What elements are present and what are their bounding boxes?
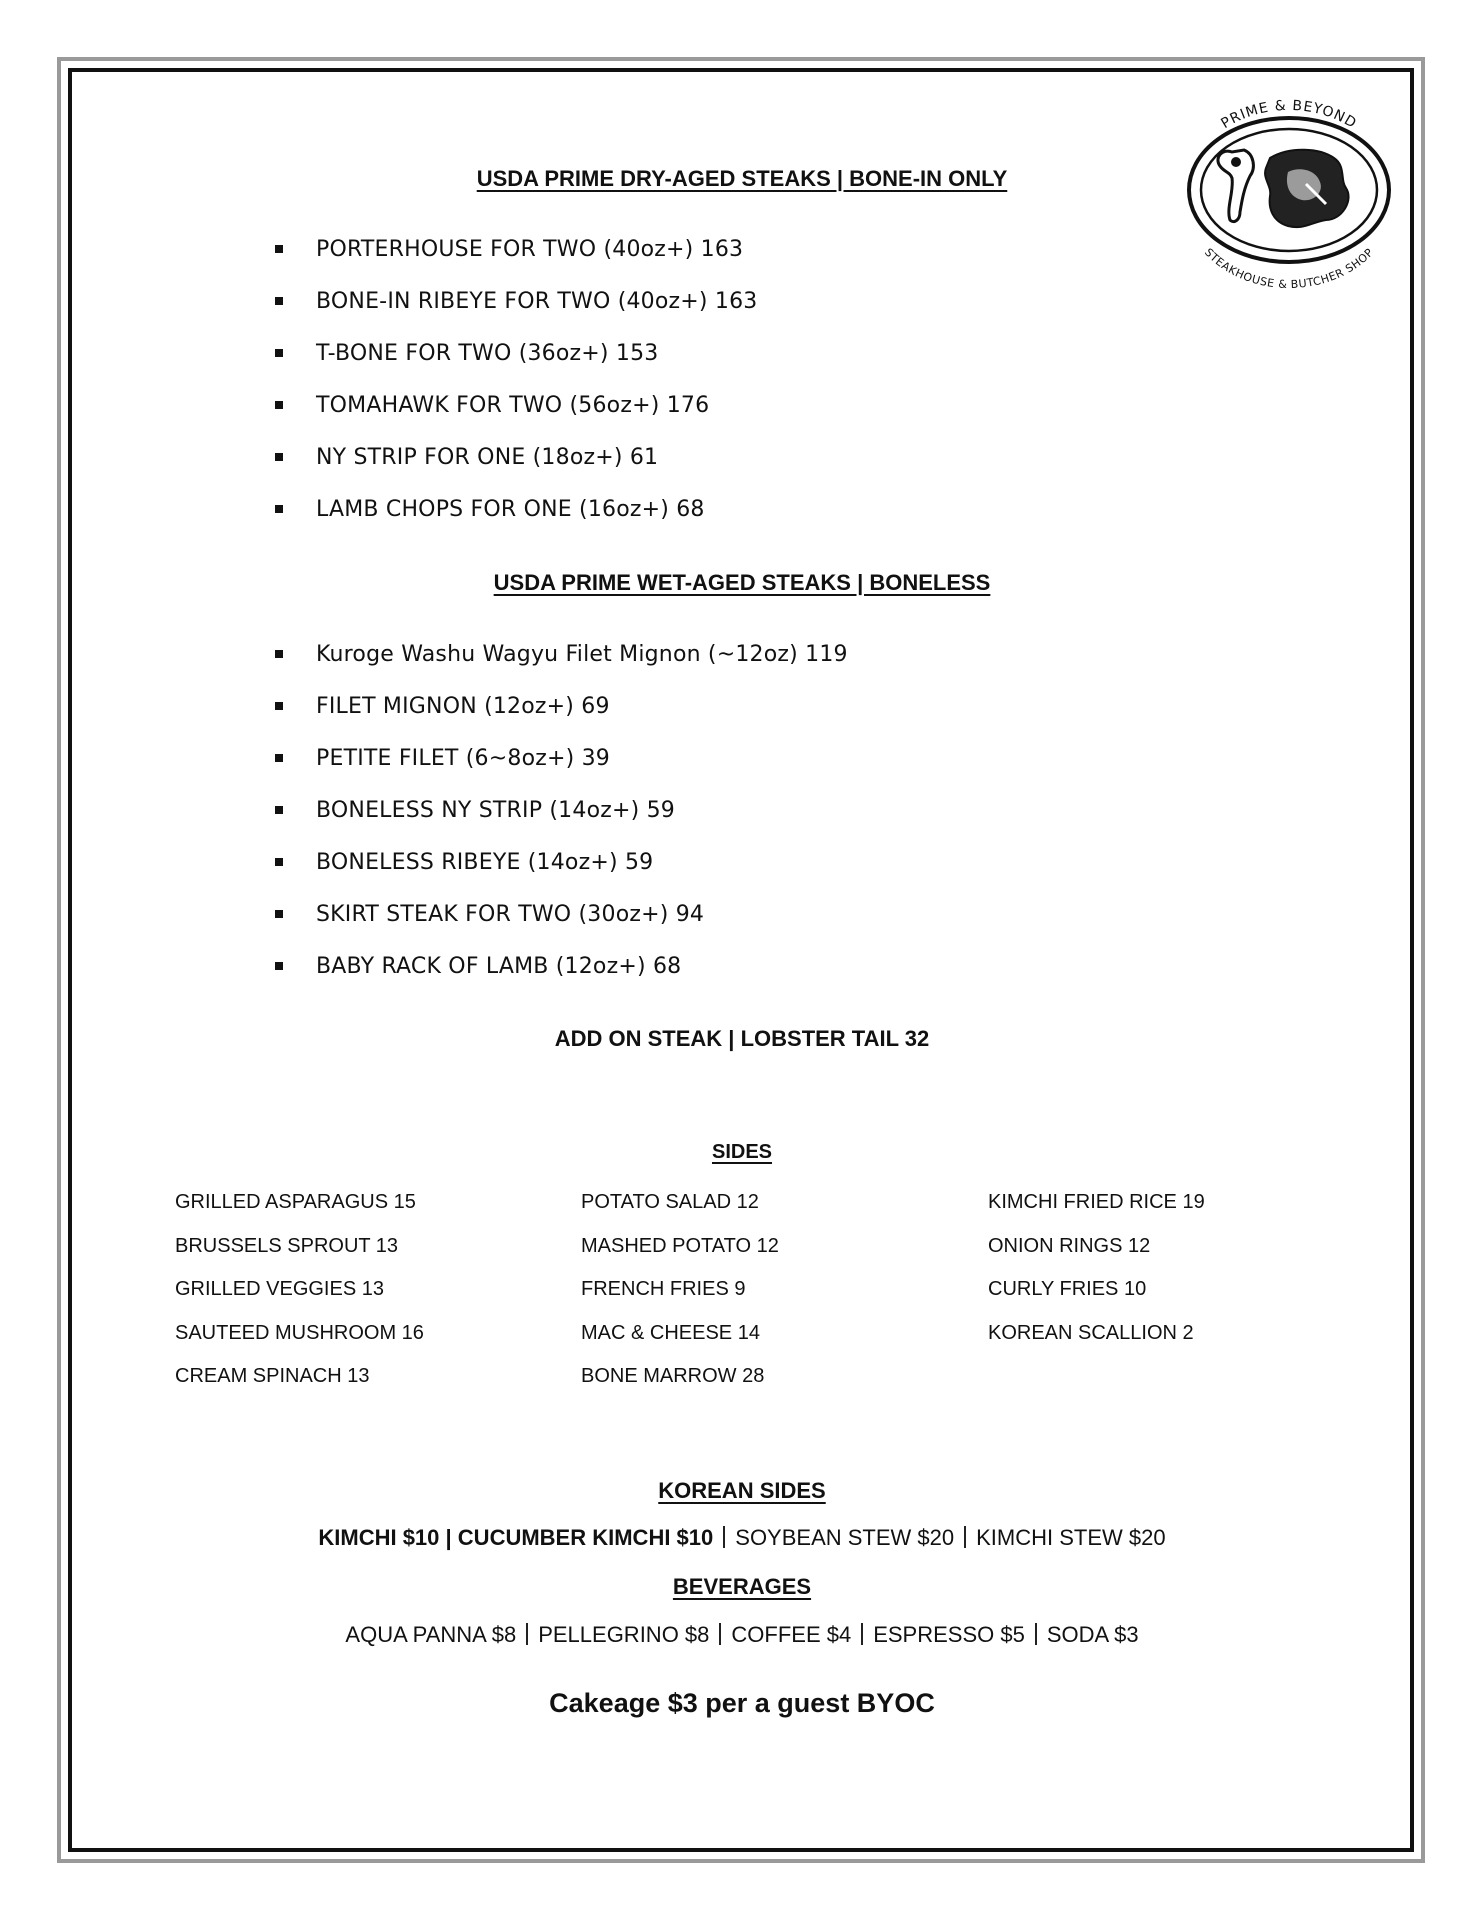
list-item: COFFEE $4 [731,1622,852,1647]
list-item: SAUTEED MUSHROOM 16 [175,1321,424,1344]
bullet-icon [275,910,283,918]
list-item: BRUSSELS SPROUT 13 [175,1234,399,1257]
list-item: CURLY FRIES 10 [988,1278,1147,1300]
separator [1035,1623,1037,1645]
bullet-icon [275,650,283,658]
dry-aged-list [275,224,758,536]
list-item: SKIRT STEAK FOR TWO (30oz+) 94 [275,889,848,941]
bullet-icon [275,702,283,710]
korean-sides-heading: KOREAN SIDES [658,1478,826,1503]
list-item: Kuroge Washu Wagyu Filet Mignon (~12oz) 119 [275,629,848,681]
list-item: PORTERHOUSE FOR TWO (40oz+) 163 [275,224,758,276]
list-item: LAMB CHOPS FOR ONE (16oz+) 68 [275,484,758,536]
addon-line: ADD ON STEAK | LOBSTER TAIL 32 [554,1026,930,1051]
list-item: NY STRIP FOR ONE (18oz+) 61 [275,432,758,484]
bullet-icon [275,962,283,970]
bullet-icon [275,505,283,513]
separator [719,1623,721,1645]
list-item: FRENCH FRIES 9 [581,1278,746,1300]
cakeage-note: Cakeage $3 per a guest BYOC [549,1688,935,1718]
logo-bottom-text: STEAKHOUSE & BUTCHER SHOP [1201,245,1377,292]
list-item: AQUA PANNA $8 [345,1622,517,1647]
bullet-icon [275,754,283,762]
dry-aged-heading: USDA PRIME DRY-AGED STEAKS | BONE-IN ONLY [476,166,1008,191]
list-item: PELLEGRINO $8 [538,1622,710,1647]
bullet-icon [275,453,283,461]
list-item: T-BONE FOR TWO (36oz+) 153 [275,328,758,380]
separator [723,1526,725,1548]
list-item: GRILLED VEGGIES 13 [175,1278,384,1300]
separator [964,1526,966,1548]
list-item: BONE-IN RIBEYE FOR TWO (40oz+) 163 [275,276,758,328]
separator [861,1623,863,1645]
list-item: KIMCHI STEW $20 [976,1525,1166,1550]
sides-column-2 [581,1187,779,1405]
list-item: BONE MARROW 28 [581,1365,765,1387]
wet-aged-heading: USDA PRIME WET-AGED STEAKS | BONELESS [493,570,991,595]
list-item: BONELESS NY STRIP (14oz+) 59 [275,785,848,837]
bullet-icon [275,806,283,814]
list-item: BABY RACK OF LAMB (12oz+) 68 [275,941,848,993]
list-item: PETITE FILET (6~8oz+) 39 [275,733,848,785]
list-item: ESPRESSO $5 [873,1622,1025,1647]
list-item: KOREAN SCALLION 2 [988,1321,1194,1344]
sides-heading: SIDES [711,1141,773,1163]
separator [526,1623,528,1645]
svg-text:STEAKHOUSE & BUTCHER SHOP [1202,246,1376,291]
list-item: POTATO SALAD 12 [581,1191,759,1213]
korean-sides-bold: KIMCHI $10 | CUCUMBER KIMCHI $10 [318,1525,714,1550]
bullet-icon [275,245,283,253]
list-item: ONION RINGS 12 [988,1234,1151,1257]
list-item: MASHED POTATO 12 [581,1234,779,1257]
restaurant-logo [1170,92,1408,292]
beverages-heading: BEVERAGES [672,1574,812,1599]
bullet-icon [275,349,283,357]
korean-sides-line [0,1525,1484,1551]
bullet-icon [275,858,283,866]
list-item: MAC & CHEESE 14 [581,1321,760,1344]
list-item: TOMAHAWK FOR TWO (56oz+) 176 [275,380,758,432]
list-item: BONELESS RIBEYE (14oz+) 59 [275,837,848,889]
list-item: SODA $3 [1046,1622,1139,1647]
beverages-line [0,1622,1484,1648]
list-item: GRILLED ASPARAGUS 15 [175,1191,416,1213]
list-item: FILET MIGNON (12oz+) 69 [275,681,848,733]
list-item: SOYBEAN STEW $20 [735,1525,955,1550]
sides-column-3 [988,1187,1205,1361]
list-item: CREAM SPINACH 13 [175,1365,370,1387]
bullet-icon [275,297,283,305]
bullet-icon [275,401,283,409]
list-item: KIMCHI FRIED RICE 19 [988,1191,1205,1213]
wet-aged-list [275,629,848,993]
logo-top-text: PRIME & BEYOND [1218,97,1360,133]
sides-column-1 [175,1187,424,1405]
